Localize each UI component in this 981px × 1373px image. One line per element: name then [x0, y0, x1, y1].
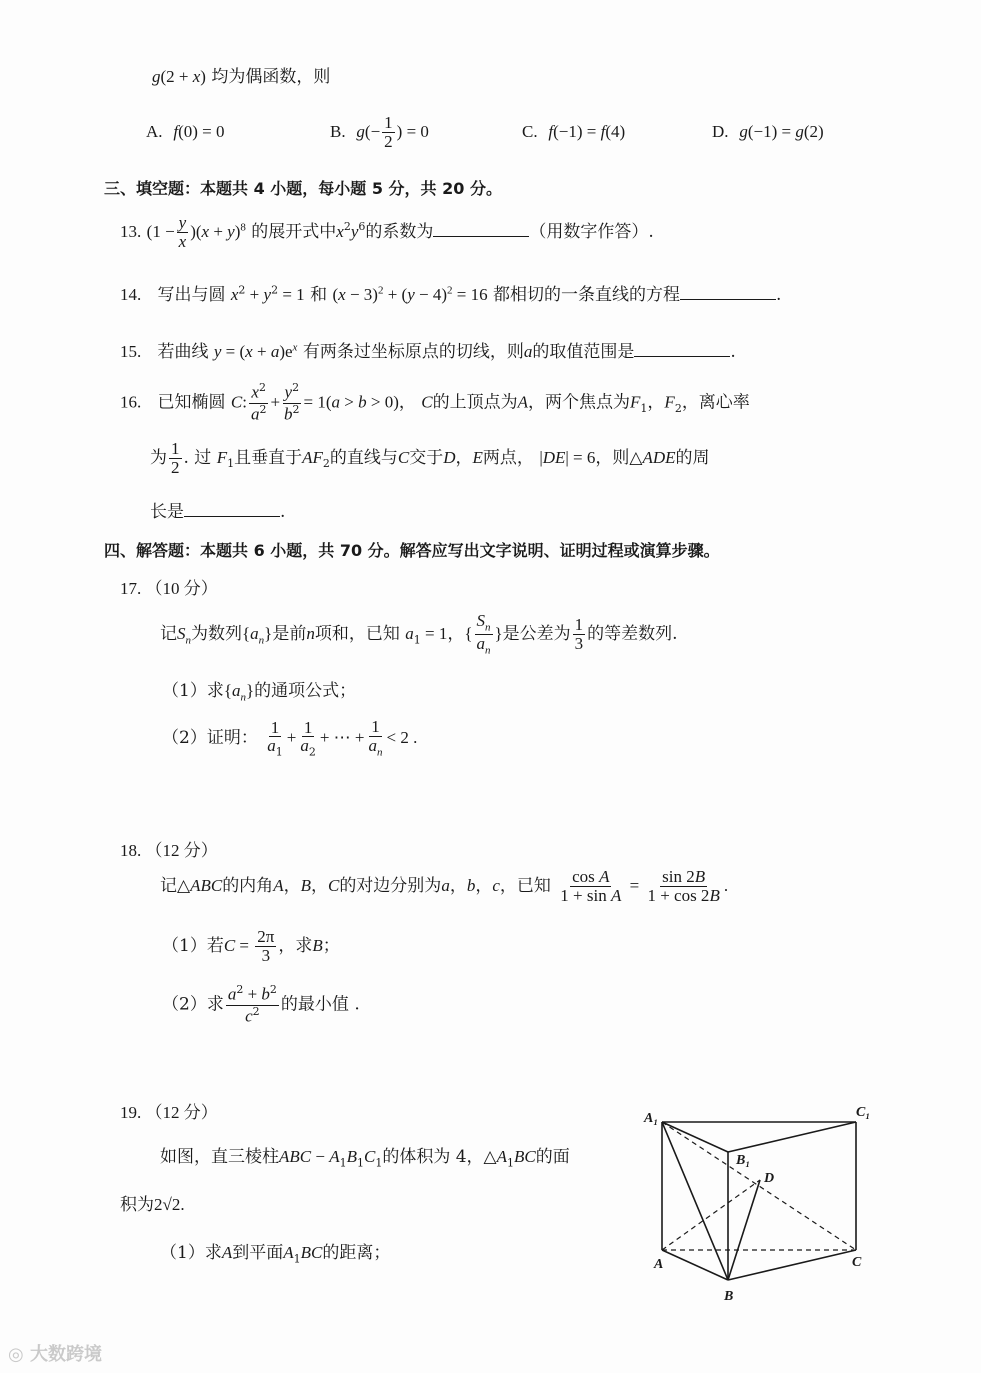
q14-answer-blank[interactable]: [680, 283, 776, 300]
q17-header: 17. （10 分）: [120, 579, 218, 598]
watermark: ◎ 大数跨境: [8, 1344, 102, 1365]
q16-line2: 为 $\frac{1}{2}$ . 过 $F_1$且垂直于$AF_2$的直线与C交于D，E两点， |DE| = 6，则△ADE的周: [150, 439, 710, 477]
q16-line1: 16. 已知椭圆 C: $\frac{x^2}{a^2}$ + $\frac{y^2}{b^2}$ = 1(a > b > 0)， C的上顶点为A，两个焦点为$F_1$，$F_2$，离心率: [120, 381, 750, 424]
edge-b1-c1: [728, 1122, 856, 1152]
q14: 14. 写出与圆 $x^2 + y^2 = 1$ 和 $(x - 3)^2 + (y - 4)^2 = 16$ 都相切的一条直线的方程 .: [120, 283, 782, 305]
q16-answer-blank[interactable]: [184, 500, 280, 517]
q12-option-b: B. g(− $\frac{1}{2}$ ) = 0: [330, 113, 429, 151]
q19-stem-line2: 积为2√2.: [120, 1195, 185, 1215]
q12-option-c: C. f(−1) = f(4): [522, 122, 626, 141]
q17-stem: 记$S_n$为数列$\{a_n\}$是前n项和，已知 $a_1 = 1$，{ $\frac{S_n}{a_n}$ }是公差为 $\frac{1}{3}$ 的等差数列.: [160, 611, 678, 657]
q12-option-a: A. f(0) = 0: [146, 122, 225, 141]
q19-stem-line1: 如图，直三棱柱ABC − $A_1B_1C_1$的体积为 4，$\triangle A_1BC$的面: [160, 1147, 570, 1170]
q16-line3: 长是 .: [150, 502, 286, 522]
edge-a1-b: [662, 1122, 728, 1280]
label-b1: B₁: [736, 1153, 751, 1168]
edge-b-d: [728, 1180, 760, 1280]
q19-header: 19. （12 分）: [120, 1103, 218, 1122]
q13: 13. (1 − $\frac{y}{x}$ )$(x + y)^8$ 的展开式中$x^2y^6$的系数为 （用数字作答）.: [120, 213, 654, 251]
q19-part1: （1）求A到平面$A_1BC$的距离；: [160, 1243, 391, 1266]
q12-option-d: D. g(−1) = g(2): [712, 122, 824, 141]
q15: 15. 若曲线 $y = (x + a)e^x$ 有两条过坐标原点的切线，则a的取值范围是 .: [120, 341, 736, 362]
q15-answer-blank[interactable]: [634, 340, 730, 357]
edge-b-c: [728, 1250, 856, 1280]
q18-stem: 记△ABC的内角A，B，C的对边分别为a，b，c，已知 $\frac{\text{cos A}}{\text{1 + sin A}}$ = $\frac{\sin 2B}{1 + \cos 2B}$ .: [160, 867, 729, 905]
section-3-heading: 三、填空题：本题共 4 小题，每小题 5 分，共 20 分。: [104, 179, 502, 198]
watermark-logo-icon: ◎: [8, 1344, 24, 1365]
edge-a1-c-hidden: [662, 1122, 856, 1250]
q18-part2: （2）求 $\frac{a^2 + b^2}{c^2}$ 的最小值 .: [162, 983, 360, 1026]
label-a: A: [654, 1257, 664, 1272]
label-c1: C₁: [856, 1105, 871, 1120]
q17-part1: （1）求$\{a_n\}$的通项公式；: [162, 681, 357, 704]
q12-stem: g(2 + x) 均为偶函数，则: [152, 67, 331, 87]
q17-part2: （2）证明： $\frac{1}{a_1}$ + $\frac{1}{a_2}$ + ⋯ + $\frac{1}{a_n}$ < 2 .: [162, 717, 418, 759]
label-a1: A₁: [644, 1111, 659, 1126]
section-4-heading: 四、解答题：本题共 6 小题，共 70 分。解答应写出文字说明、证明过程或演算步骤。: [104, 541, 720, 560]
q13-answer-blank[interactable]: [433, 220, 529, 237]
label-c: C: [852, 1255, 862, 1270]
prism-diagram: [640, 1100, 880, 1305]
label-d: D: [764, 1171, 775, 1186]
q18-header: 18. （12 分）: [120, 841, 218, 860]
q18-part1: （1）若C = $\frac{2\pi}{3}$ ，求B；: [162, 927, 340, 965]
label-b: B: [724, 1289, 734, 1304]
